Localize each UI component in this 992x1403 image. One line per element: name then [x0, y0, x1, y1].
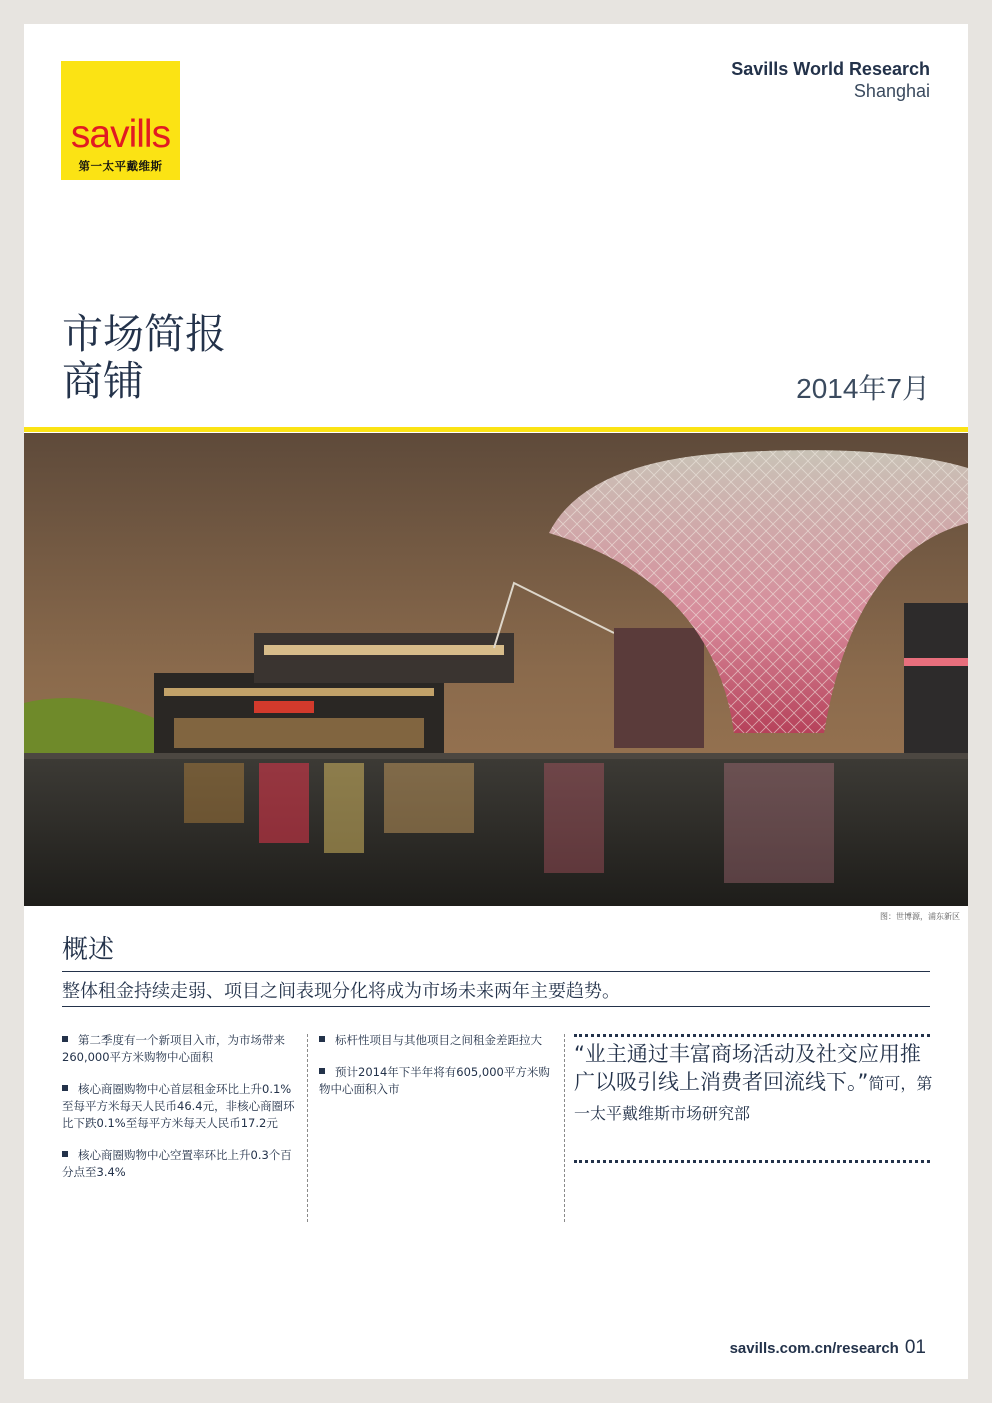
bullet-square-icon [62, 1036, 68, 1042]
heading-rule-bottom [62, 1006, 930, 1007]
bullet-square-icon [319, 1036, 325, 1042]
photo-caption: 图：世博源，浦东新区 [880, 912, 960, 921]
quote-text: “业主通过丰富商场活动及社交应用推广以吸引线上消费者回流线下。” [574, 1042, 921, 1094]
bullet-square-icon [62, 1085, 68, 1091]
gold-divider [24, 427, 968, 432]
page [24, 24, 968, 1379]
bullet-column-2 [319, 1032, 559, 1113]
heading-rule-top [62, 971, 930, 972]
title-line-2: 商铺 [62, 357, 144, 405]
brand-city: Shanghai [853, 81, 930, 101]
quote-rule-bottom [574, 1160, 930, 1163]
quote-rule-top [574, 1034, 930, 1037]
column-divider [564, 1034, 565, 1222]
logo-wordmark: savills [70, 113, 171, 156]
brand-title: Savills World Research [731, 59, 930, 79]
footer-url-link[interactable]: savills.com.cn/research [729, 1340, 899, 1357]
page-title [62, 311, 226, 405]
overview-subtitle: 整体租金持续走弱、项目之间表现分化将成为市场未来两年主要趋势。 [62, 981, 620, 1002]
list-item: 核心商圈购物中心首层租金环比上升0.1%至每平方米每天人民币46.4元，非核心商圈环比下跌0.1%至每平方米每天人民币17.2元 [62, 1082, 295, 1130]
logo-chinese-name: 第一太平戴维斯 [78, 159, 163, 173]
list-item: 标杆性项目与其他项目之间租金差距拉大 [319, 1032, 559, 1049]
bullet-column-1 [62, 1032, 302, 1196]
report-date: 2014年7月 [796, 373, 930, 404]
title-line-1: 市场简报 [62, 310, 226, 358]
brand-block [731, 58, 930, 102]
list-item: 预计2014年下半年将有605,000平方米购物中心面积入市 [319, 1065, 550, 1096]
cover-photo [24, 433, 968, 906]
page-footer [730, 1337, 926, 1359]
section-heading-overview: 概述 [62, 935, 115, 965]
pull-quote [574, 1040, 934, 1128]
list-item: 第二季度有一个新项目入市，为市场带来260,000平方米购物中心面积 [62, 1033, 285, 1064]
list-item: 核心商圈购物中心空置率环比上升0.3个百分点至3.4% [62, 1148, 292, 1179]
savills-logo[interactable] [61, 61, 180, 180]
page-number: 01 [904, 1337, 926, 1358]
bullet-square-icon [62, 1151, 68, 1157]
bullet-square-icon [319, 1068, 325, 1074]
quote-attribution: 简可，第一太平戴维斯市场研究部 [574, 1074, 933, 1123]
column-divider [307, 1034, 308, 1222]
